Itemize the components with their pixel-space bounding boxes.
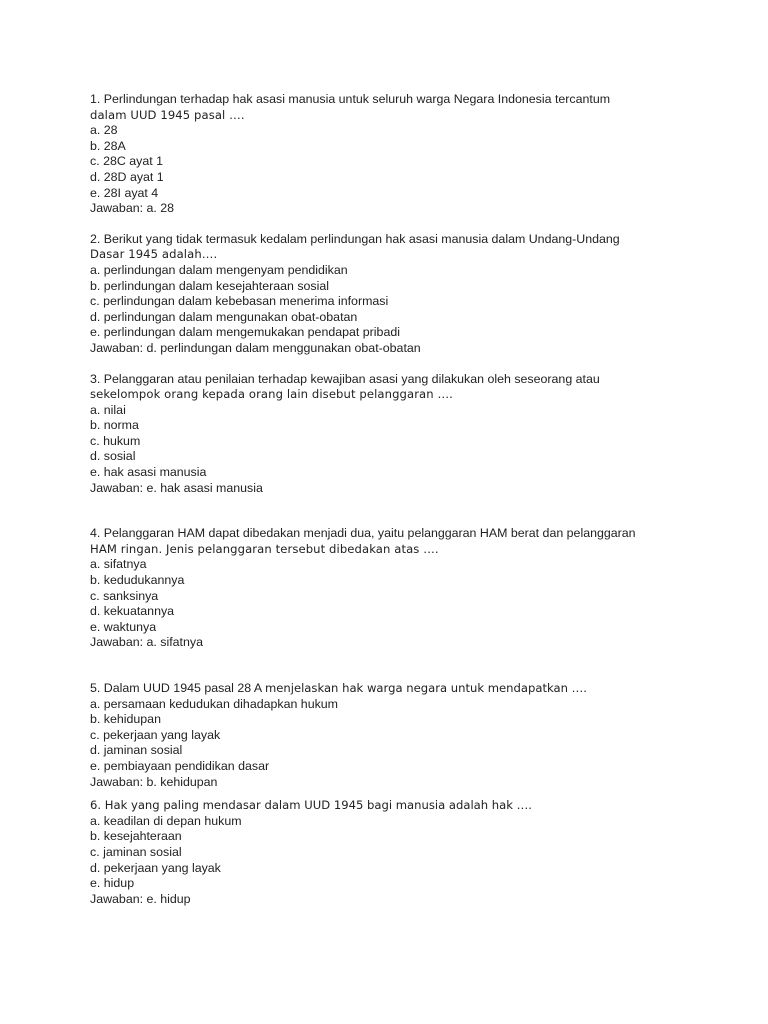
question-1-option-b: b. 28A — [90, 138, 126, 153]
question-2-stem-line-1: 2. Berikut yang tidak termasuk kedalam perlindungan hak asasi manusia dalam Undang-Undang — [90, 231, 620, 246]
question-3-option-e: e. hak asasi manusia — [90, 465, 207, 480]
question-2-answer: Jawaban: d. perlindungan dalam menggunakan obat-obatan — [90, 340, 421, 355]
question-6-option-e: e. hidup — [90, 876, 135, 891]
question-5-answer: Jawaban: b. kehidupan — [90, 774, 218, 789]
question-3-stem-line-2: sekelompok orang kepada orang lain disebut pelanggaran …. — [90, 387, 453, 402]
question-2-option-a: a. perlindungan dalam mengenyam pendidikan — [90, 262, 348, 277]
question-3-option-d: d. sosial — [90, 449, 136, 464]
question-3-stem-line-1: 3. Pelanggaran atau penilaian terhadap kewajiban asasi yang dilakukan oleh seseorang atau — [90, 371, 600, 386]
question-6-option-d: d. pekerjaan yang layak — [90, 860, 221, 875]
question-2-stem-line-2: Dasar 1945 adalah…. — [90, 247, 218, 262]
question-5-stem-line-1 — [90, 681, 730, 697]
question-4-option-d: d. kekuatannya — [90, 604, 175, 619]
question-5-option-c: c. pekerjaan yang layak — [90, 727, 221, 742]
question-2-option-b: b. perlindungan dalam kesejahteraan sosial — [90, 278, 330, 293]
question-5-stem-part-1: 5. Dalam UUD 1945 pasal 28 A — [90, 681, 265, 695]
question-6-option-b: b. kesejahteraan — [90, 829, 182, 844]
question-4-stem-line-1: 4. Pelanggaran HAM dapat dibedakan menjadi dua, yaitu pelanggaran HAM berat dan pelanggaran — [90, 526, 636, 541]
question-3-option-c: c. hukum — [90, 433, 141, 448]
question-1-option-a: a. 28 — [90, 123, 118, 138]
question-4-stem-line-2: HAM ringan. Jenis pelanggaran tersebut dibedakan atas …. — [90, 541, 439, 556]
question-2-option-c: c. perlindungan dalam kebebasan menerima informasi — [90, 294, 389, 309]
question-1-option-d: d. 28D ayat 1 — [90, 169, 164, 184]
question-6-answer: Jawaban: e. hidup — [90, 891, 191, 906]
question-5-option-a: a. persamaan kedudukan dihadapkan hukum — [90, 696, 338, 711]
question-5-option-d: d. jaminan sosial — [90, 743, 183, 758]
question-1-stem-line-2: dalam UUD 1945 pasal …. — [90, 107, 245, 122]
question-1 — [90, 92, 730, 217]
question-2-option-e: e. perlindungan dalam mengemukakan pendapat pribadi — [90, 325, 400, 340]
question-4-option-e: e. waktunya — [90, 619, 157, 634]
question-3-answer: Jawaban: e. hak asasi manusia — [90, 480, 263, 495]
question-5-option-b: b. kehidupan — [90, 712, 161, 727]
question-6 — [90, 798, 730, 907]
question-1-option-c: c. 28C ayat 1 — [90, 154, 164, 169]
question-1-answer: Jawaban: a. 28 — [90, 201, 175, 216]
question-4 — [90, 526, 730, 651]
question-5-stem-part-2: menjelaskan hak warga negara untuk mendapatkan …. — [264, 681, 587, 695]
question-1-option-e: e. 28I ayat 4 — [90, 185, 159, 200]
question-3-option-b: b. norma — [90, 418, 139, 433]
question-3 — [90, 372, 730, 497]
question-4-option-c: c. sanksinya — [90, 588, 159, 603]
question-6-option-a: a. keadilan di depan hukum — [90, 813, 242, 828]
question-4-option-b: b. kedudukannya — [90, 573, 185, 588]
question-6-stem-line-1: 6. Hak yang paling mendasar dalam UUD 1945 bagi manusia adalah hak …. — [90, 798, 532, 813]
question-3-option-a: a. nilai — [90, 402, 126, 417]
question-5 — [90, 681, 730, 790]
question-5-option-e: e. pembiayaan pendidikan dasar — [90, 758, 270, 773]
question-2-option-d: d. perlindungan dalam mengunakan obat-obatan — [90, 309, 358, 324]
question-1-stem-line-1: 1. Perlindungan terhadap hak asasi manusia untuk seluruh warga Negara Indonesia tercantum — [90, 92, 611, 106]
question-6-option-c: c. jaminan sosial — [90, 844, 182, 859]
question-document — [90, 92, 730, 907]
question-2 — [90, 232, 730, 357]
question-4-option-a: a. sifatnya — [90, 557, 147, 572]
question-4-answer: Jawaban: a. sifatnya — [90, 635, 203, 650]
